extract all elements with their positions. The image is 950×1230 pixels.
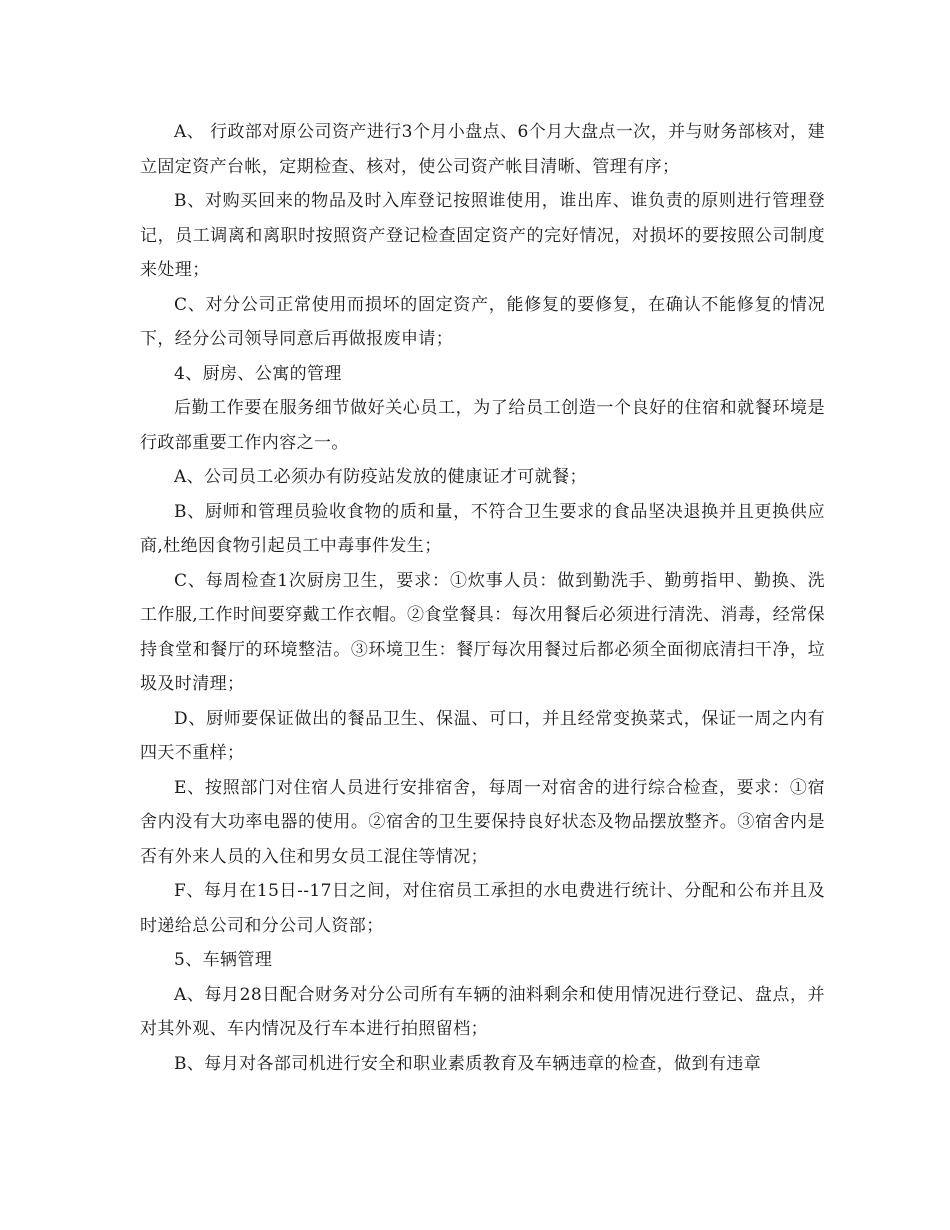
paragraph-kitchen-hygiene: C、每周检查1次厨房卫生，要求：①炊事人员：做到勤洗手、勤剪指甲、勤换、洗工作服,工作时间要穿戴工作衣帽。②食堂餐具：每次用餐后必须进行清洗、消毒，经常保持食堂和餐厅的环境整洁。③环境卫生：餐厅每次用餐过后都必须全面彻底清扫干净，垃圾及时清理； [140,570,825,694]
paragraph-meal-quality: D、厨师要保证做出的餐品卫生、保温、可口，并且经常变换菜式，保证一周之内有四天不重样； [140,708,825,763]
paragraph-dormitory-inspection: E、按照部门对住宿人员进行安排宿舍，每周一对宿舍的进行综合检查，要求：①宿舍内没有大功率电器的使用。②宿舍的卫生要保持良好状态及物品摆放整齐。③宿舍内是否有外来人员的入住和男女员工混住等情况； [140,777,825,867]
paragraph-logistics-intro: 后勤工作要在服务细节做好关心员工，为了给员工创造一个良好的住宿和就餐环境是行政部重要工作内容之一。 [140,398,825,453]
paragraph-purchase-registration: B、对购买回来的物品及时入库登记按照谁使用，谁出库、谁负责的原则进行管理登记，员工调离和离职时按照资产登记检查固定资产的完好情况，对损坏的要按照公司制度来处理； [140,191,825,280]
paragraph-driver-education: B、每月对各部司机进行安全和职业素质教育及车辆违章的检查，做到有违章 [174,1053,762,1074]
section-heading-vehicle-management: 5、车辆管理 [174,950,273,970]
paragraph-food-inspection: B、厨师和管理员验收食物的质和量，不符合卫生要求的食品坚决退换并且更换供应商,杜绝因食物引起员工中毒事件发生； [140,501,825,556]
paragraph-utility-fees: F、每月在15日--17日之间，对住宿员工承担的水电费进行统计、分配和公布并且及时递给总公司和分公司人资部； [140,881,825,936]
paragraph-vehicle-fuel-check: A、每月28日配合财务对分公司所有车辆的油料剩余和使用情况进行登记、盘点，并对其外观、车内情况及行车本进行拍照留档； [140,984,825,1039]
document-page [140,115,825,1081]
section-heading-kitchen-dormitory: 4、厨房、公寓的管理 [174,363,342,384]
paragraph-asset-repair: C、对分公司正常使用而损坏的固定资产，能修复的要修复，在确认不能修复的情况下，经分公司领导同意后再做报废申请； [140,294,825,349]
paragraph-health-certificate: A、公司员工必须办有防疫站发放的健康证才可就餐； [174,467,587,487]
paragraph-asset-inventory: A、 行政部对原公司资产进行3个月小盘点、6个月大盘点一次，并与财务部核对，建立固定资产台帐，定期检查、核对，使公司资产帐目清晰、管理有序； [140,122,825,177]
